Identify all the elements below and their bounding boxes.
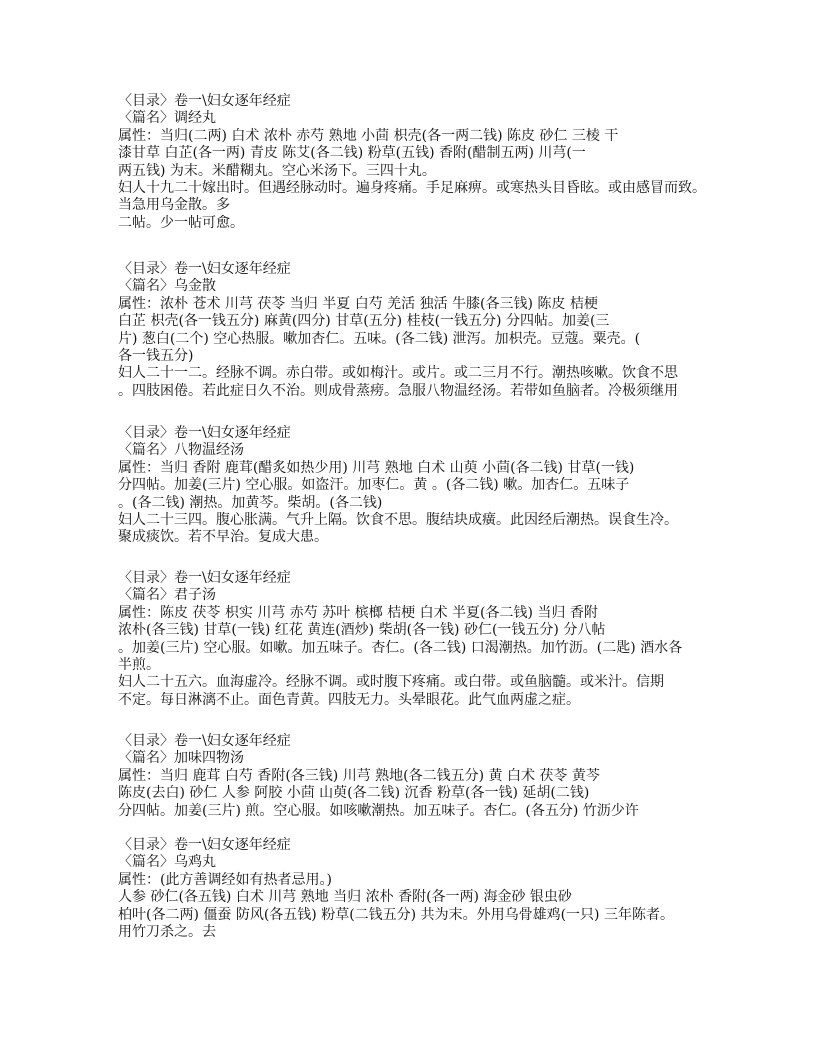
text-line: 妇人二十一二。经脉不调。赤白带。或如梅汁。或片。或二三月不行。潮热咳嗽。饮食不思 xyxy=(118,365,678,382)
text-line: 各一钱五分) xyxy=(118,347,194,364)
text-line: 。(各二钱) 潮热。加黄芩。柴胡。(各二钱) xyxy=(118,494,383,511)
catalog-line: 〈目录〉卷一\妇女逐年经症 xyxy=(118,570,291,586)
catalog-line: 〈目录〉卷一\妇女逐年经症 xyxy=(118,837,291,853)
recipe-section xyxy=(118,93,706,232)
recipe-section xyxy=(118,425,678,547)
title-line: 〈篇名〉调经丸 xyxy=(118,110,216,127)
title-line: 〈篇名〉君子汤 xyxy=(118,587,216,604)
text-line: 半煎。 xyxy=(118,656,160,673)
catalog-line: 〈目录〉卷一\妇女逐年经症 xyxy=(118,733,291,749)
text-line: 用竹刀杀之。去 xyxy=(118,923,216,940)
recipe-section xyxy=(118,570,682,709)
recipe-section xyxy=(118,837,674,941)
text-line: 柏叶(各二两) 僵蚕 防风(各五钱) 粉草(二钱五分) 共为末。外用乌骨雄鸡(一只) 三年陈者。 xyxy=(118,906,674,923)
text-line: 。四肢困倦。若此症日久不治。则成骨蒸痨。急服八物温经汤。若带如鱼脑者。冷极须继用 xyxy=(118,382,678,399)
title-line: 〈篇名〉加味四物汤 xyxy=(118,750,244,767)
text-line: 分四帖。加姜(三片) 煎。空心服。如咳嗽潮热。加五味子。杏仁。(各五分) 竹沥少许 xyxy=(118,802,639,819)
text-line: 片) 葱白(二个) 空心热服。嗽加杏仁。五味。(各二钱) 泄泻。加枳壳。豆蔻。粟壳。( xyxy=(118,330,641,347)
text-line: 漆甘草 白芷(各一两) 青皮 陈艾(各二钱) 粉草(五钱) 香附(醋制五两) 川芎(一 xyxy=(118,145,586,162)
text-line: 人参 砂仁(各五钱) 白术 川芎 熟地 当归 浓朴 香附(各一两) 海金砂 银虫砂 xyxy=(118,889,572,906)
text-line: 聚成痰饮。若不早治。复成大患。 xyxy=(118,529,328,546)
text-line: 属性：(此方善调经如有热者忌用。) xyxy=(118,871,332,888)
title-line: 〈篇名〉乌鸡丸 xyxy=(118,854,216,871)
text-line: 两五钱) 为末。米醋糊丸。空心米汤下。三四十丸。 xyxy=(118,162,436,179)
text-line: 陈皮(去白) 砂仁 人参 阿胶 小茴 山萸(各二钱) 沉香 粉草(各一钱) 延胡(二钱) xyxy=(118,785,590,802)
catalog-line: 〈目录〉卷一\妇女逐年经症 xyxy=(118,93,291,109)
text-line: 属性：陈皮 茯苓 枳实 川芎 赤芍 苏叶 槟榔 桔梗 白术 半夏(各二钱) 当归 香附 xyxy=(118,604,598,621)
title-line: 〈篇名〉乌金散 xyxy=(118,278,216,295)
text-line: 分四帖。加姜(三片) 空心服。如盗汗。加枣仁。黄 。(各二钱) 嗽。加杏仁。五味子 xyxy=(118,477,630,494)
recipe-section xyxy=(118,261,678,400)
text-line: 妇人二十三四。腹心胀满。气升上隔。饮食不思。腹结块成癀。此因经后潮热。误食生冷。 xyxy=(118,511,678,528)
text-line: 妇人十九二十嫁出时。但遇经脉动时。遍身疼痛。手足麻痹。或寒热头目昏眩。或由感冒而致。 xyxy=(118,179,706,196)
recipe-section xyxy=(118,733,639,820)
catalog-line: 〈目录〉卷一\妇女逐年经症 xyxy=(118,261,291,277)
text-line: 属性：当归 香附 鹿茸(醋炙如热少用) 川芎 熟地 白术 山萸 小茴(各二钱) 甘草(一钱) xyxy=(118,459,635,476)
title-line: 〈篇名〉八物温经汤 xyxy=(118,442,244,459)
text-line: 属性：当归 鹿茸 白芍 香附(各三钱) 川芎 熟地(各二钱五分) 黄 白术 茯苓 黄芩 xyxy=(118,767,600,784)
text-line: 属性：浓朴 苍术 川芎 茯苓 当归 半夏 白芍 羌活 独活 牛膝(各三钱) 陈皮 桔梗 xyxy=(118,295,598,312)
text-line: 妇人二十五六。血海虚冷。经脉不调。或时腹下疼痛。或白带。或鱼脑髓。或米汁。信期 xyxy=(118,674,664,691)
text-line: 。加姜(三片) 空心服。如嗽。加五味子。杏仁。(各二钱) 口渴潮热。加竹沥。(二匙) 酒水各 xyxy=(118,639,683,656)
text-line: 白芷 枳壳(各一钱五分) 麻黄(四分) 甘草(五分) 桂枝(一钱五分) 分四帖。加姜(三 xyxy=(118,313,610,330)
text-line: 不定。每日淋漓不止。面色青黄。四肢无力。头晕眼花。此气血两虚之症。 xyxy=(118,691,580,708)
text-line: 二帖。少一帖可愈。 xyxy=(118,214,244,231)
text-line: 当急用乌金散。多 xyxy=(118,197,230,214)
catalog-line: 〈目录〉卷一\妇女逐年经症 xyxy=(118,425,291,441)
text-line: 浓朴(各三钱) 甘草(一钱) 红花 黄连(酒炒) 柴胡(各一钱) 砂仁(一钱五分) 分八帖 xyxy=(118,622,606,639)
text-line: 属性：当归(二两) 白术 浓朴 赤芍 熟地 小茴 枳壳(各一两二钱) 陈皮 砂仁 三棱 干 xyxy=(118,127,619,144)
